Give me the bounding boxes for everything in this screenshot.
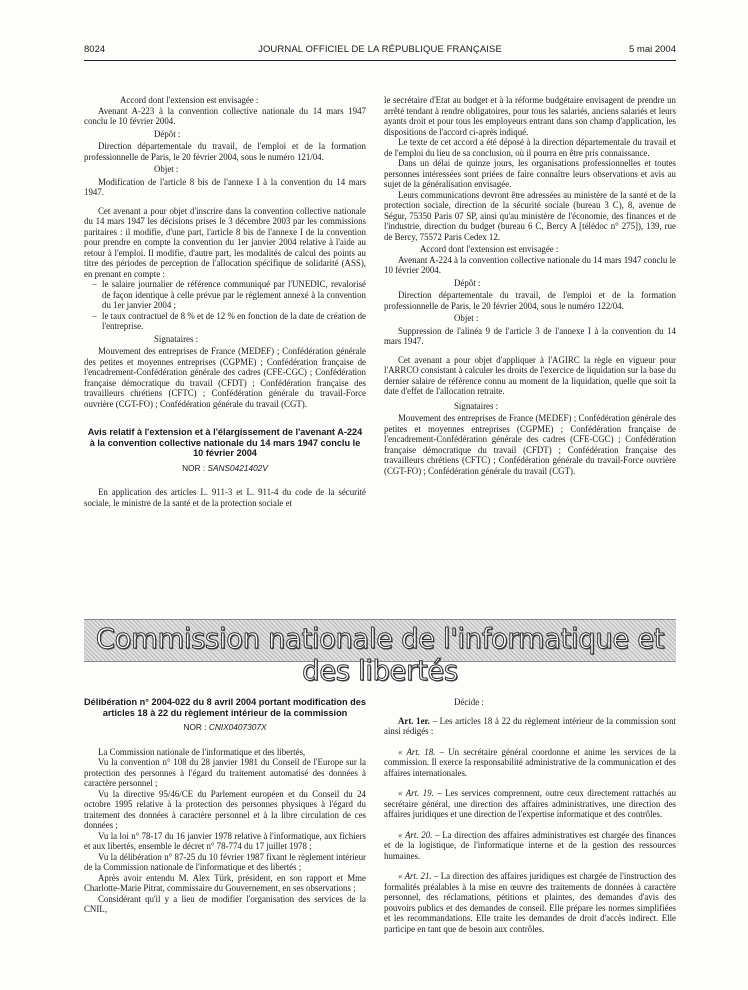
accord-label: Accord dont l'extension est envisagée : — [120, 95, 259, 105]
right-column — [384, 95, 676, 476]
section-banner — [84, 619, 676, 687]
application-text: En application des articles L. 911-3 et L. 911-4 du code de la sécurité sociale, le ministre de la santé et de la protection sociale et — [84, 487, 366, 508]
avenant-purpose: Cet avenant a pour objet d'appliquer à l'AGIRC la règle en vigueur pour l'ARRCO consistant à calculer les droits de l'exercice de liquidation sur la base du dernier salaire de référence connu au moment de la liquidation, quelle que soit la date d'effet de l'allocation retraite. — [384, 354, 676, 396]
depot-info: Le texte de cet accord a été déposé à la direction départementale du travail et de l'emploi du lieu de sa conclusion, où il pourra en être pris connaissance. — [384, 137, 676, 158]
avis-title: Avis relatif à l'extension et à l'élargissement de l'avenant A-224 à la convention collective nationale du 14 mars 1947 conclu le 10 février 2004 — [87, 427, 363, 458]
avenant-purpose: Cet avenant a pour objet d'inscrire dans la convention collective nationale du 14 mars 1947 les décisions prises le 3 décembre 2003 par les commissions paritaires : il modifie, d'une part, l'article 8 bis de l'annexe I de la convention pour prendre en compte la convention du 1er janvier 2004 relative à l'aide au retour à l'emploi. Il modifie, d'autre part, les modalités de calcul des points au titre des périodes de perception de l'allocation spécifique de solidarité (ASS), en prenant en compte : — [84, 205, 366, 279]
decide-label: Décide : — [454, 697, 484, 707]
avenant-text: Avenant A-224 à la convention collective nationale du 14 mars 1947 conclu le 10 février 2004. — [384, 254, 676, 275]
page-number: 8024 — [84, 44, 106, 55]
depot-label: Dépôt : — [154, 128, 181, 139]
article-21: « Art. 21. – La direction des affaires juridiques est chargée de l'instruction des formalités préalables à la mise en œuvre des traitements de données à caractère personnel, des réclamations, pétitions et plaintes, des demandes d'avis des pouvoirs publics et des demandes de conseil. Elle prépare les normes simplifiées et les recommandations. Elle traite les demandes de droit d'accès indirect. Elle participe en tant que de besoin aux contrôles. — [384, 871, 676, 934]
signataires-text: Mouvement des entreprises de France (MEDEF) ; Confédération générale des petites et moyennes entreprises (CGPME) ; Confédération française de l'encadrement-Confédération générale des cadres (CFE-CGC) ; Confédération française démocratique du travail (CFDT) ; Confédération française des travailleurs chrétiens (CFTC) ; Confédération générale du travail-Force ouvrière (CGT-FO) ; Confédération générale du travail (CGT). — [84, 346, 366, 409]
issue-date: 5 mai 2004 — [628, 44, 676, 55]
objet-label: Objet : — [454, 313, 479, 323]
nor-reference: NOR : SANS0421402V — [182, 462, 268, 473]
list-item: – le salaire journalier de référence communiqué par l'UNEDIC, revalorisé de façon identique à celle prévue par le règlement annexé à la convention du 1er janvier 2004 ; — [84, 279, 366, 311]
depot-text: Direction départementale du travail, de l'emploi et de la formation professionnelle de Paris, le 20 février 2004, sous le numéro 121/04. — [84, 141, 366, 162]
depot-text: Direction départementale du travail, de l'emploi et de la formation professionnelle de Paris, le 20 février 2004, sous le numéro 122/04. — [384, 290, 676, 311]
deliberation-title: Délibération n° 2004-022 du 8 avril 2004 portant modification des articles 18 à 22 du règlement intérieur de la commission — [84, 697, 366, 718]
header-rule — [84, 60, 676, 61]
commission-text: La Commission nationale de l'informatique et des libertés, — [98, 746, 306, 757]
visa-text: Vu la directive 95/46/CE du Parlement européen et du Conseil du 24 octobre 1995 relative à la protection des personnes physiques à l'égard du traitement des données à caractère personnel et à la libre circulation de ces données ; — [84, 788, 366, 830]
visa-text: Vu la loi n° 78-17 du 16 janvier 1978 relative à l'informatique, aux fichiers et aux libertés, ensemble le décret n° 78-774 du 17 juillet 1978 ; — [84, 830, 366, 851]
page-header — [84, 44, 676, 58]
signataires-label: Signataires : — [154, 333, 199, 344]
journal-title: JOURNAL OFFICIEL DE LA RÉPUBLIQUE FRANÇAISE — [258, 44, 502, 55]
article-18: « Art. 18. – Un secrétaire général coordonne et anime les services de la commission. Il exerce la responsabilité administrative de la communication et des affaires internationales. — [384, 746, 676, 778]
list-item: – le taux contractuel de 8 % et de 12 % en fonction de la date de création de l'entreprise. — [84, 311, 366, 332]
signataires-text: Mouvement des entreprises de France (MEDEF) ; Confédération générale des petites et moyennes entreprises (CGPME) ; Confédération française de l'encadrement-Confédération générale des cadres (CFE-CGC) ; Confédération française démocratique du travail (CFDT) ; Confédération française des travailleurs chrétiens (CFTC) ; Confédération générale du travail-Force ouvrière (CGT-FO) ; Confédération générale du travail (CGT). — [384, 413, 676, 476]
cnil-right-column — [384, 697, 676, 934]
objet-text: Modification de l'article 8 bis de l'annexe I à la convention du 14 mars 1947. — [84, 176, 366, 197]
left-column — [84, 95, 366, 508]
considerant-text: Considérant qu'il y a lieu de modifier l'organisation des services de la CNIL, — [84, 893, 366, 914]
objet-text: Suppression de l'alinéa 9 de l'article 3 de l'annexe I à la convention du 14 mars 1947. — [384, 325, 676, 346]
signataires-label: Signataires : — [454, 400, 499, 411]
article-20: « Art. 20. – La direction des affaires administratives est chargée des finances et de la logistique, de l'informatique interne et de la gestion des ressources humaines. — [384, 829, 676, 861]
accord-label: Accord dont l'extension est envisagée : — [420, 244, 559, 254]
banner-title: Commission nationale de l'informatique et des libertés — [95, 623, 665, 687]
avenant-text: Avenant A-223 à la convention collective nationale du 14 mars 1947 conclu le 10 février 2004. — [84, 105, 366, 126]
communications-text: Leurs communications devront être adressées au ministère de la santé et de la protection sociale, direction de la sécurité sociale (bureau 3 C), 8, avenue de Ségur, 75350 Paris 07 SP, ainsi qu'au ministère de l'économie, des finances et de l'industrie, direction du budget (bureau 6 C, Bercy A [télédoc n° 275]), 139, rue de Bercy, 75572 Paris Cedex 12. — [384, 189, 676, 242]
visa-text: Après avoir entendu M. Alex Türk, président, en son rapport et Mme Charlotte-Marie Pitrat, commissaire du Gouvernement, en ses observations ; — [84, 872, 366, 893]
cnil-left-column — [84, 697, 366, 915]
article-1: Art. 1er. – Les articles 18 à 22 du règlement intérieur de la commission sont ainsi rédigés : — [384, 715, 676, 736]
delai-text: Dans un délai de quinze jours, les organisations professionnelles et toutes personnes intéressées sont priées de faire connaître leurs observations et avis au sujet de la généralisation envisagée. — [384, 158, 676, 189]
nor-reference: NOR : CNIX0407307X — [183, 722, 267, 732]
objet-label: Objet : — [154, 164, 179, 174]
depot-label: Dépôt : — [454, 277, 481, 288]
visa-text: Vu la convention n° 108 du 28 janvier 1981 du Conseil de l'Europe sur la protection des personnes à l'égard du traitement automatisé des données à caractère personnel ; — [84, 757, 366, 788]
article-19: « Art. 19. – Les services comprennent, outre ceux directement rattachés au secrétaire général, une direction des affaires administratives, une direction des affaires juridiques et une direction de l'expertise informatique et des contrôles. — [384, 788, 677, 819]
visa-text: Vu la délibération n° 87-25 du 10 février 1987 fixant le règlement intérieur de la Commission nationale de l'informatique et des libertés ; — [84, 851, 366, 872]
arrete-text: le secrétaire d'Etat au budget et à la réforme budgétaire envisagent de prendre un arrêté tendant à rendre obligatoires, pour tous les salariés, anciens salariés et leurs ayants droit et pour tous les employeurs entrant dans son champ d'application, les dispositions de l'accord ci-après indiqué. — [384, 95, 676, 137]
